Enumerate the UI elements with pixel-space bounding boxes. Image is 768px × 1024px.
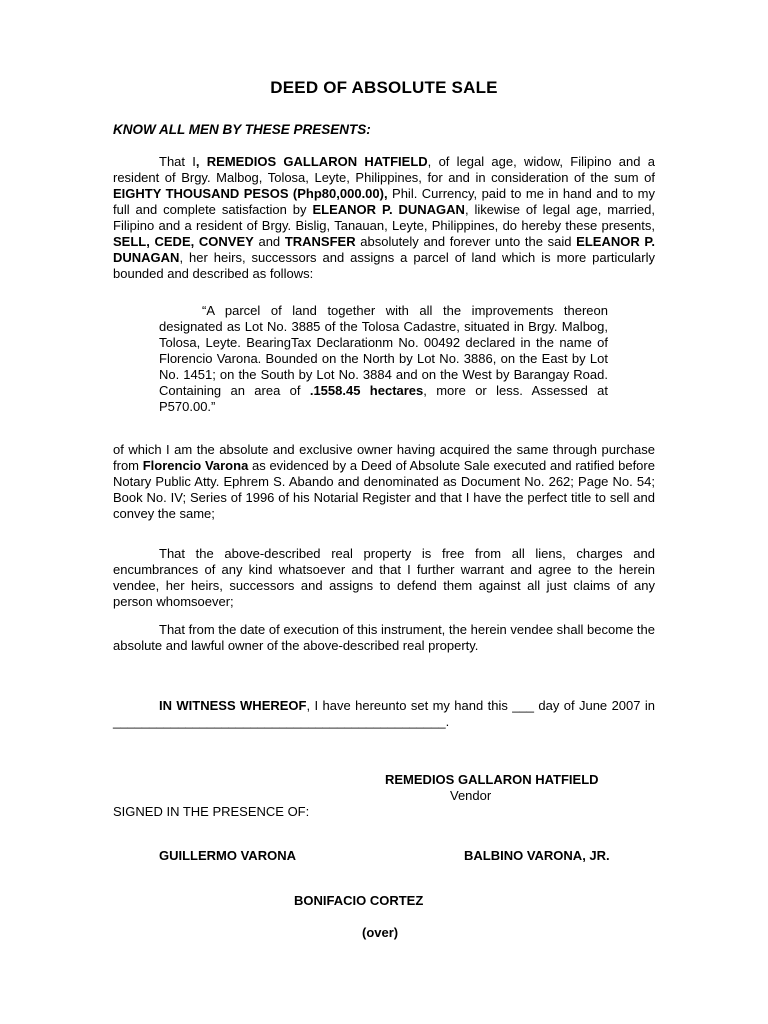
text: as evidenced by a Deed of Absolute Sale executed and ratified before Notary Public Atty. Ephrem S. Abando and denominated as Document No. 262; Page No. 54; Book No. IV; Series of 1996 of his Notarial Register and that I have the perfect title to sell and convey the same; — [113, 458, 655, 521]
text: Phil. Currency, paid to me in hand and to my full and complete satisfaction by — [113, 186, 655, 217]
paragraph-witness — [113, 698, 655, 730]
witness-2-name: BALBINO VARONA, JR. — [464, 848, 610, 863]
intro-heading: KNOW ALL MEN BY THESE PRESENTS: — [113, 122, 371, 137]
paragraph-ownership-transfer: That from the date of execution of this instrument, the herein vendee shall become the absolute and lawful owner of the above-described real property. — [113, 622, 655, 653]
paragraph-warranty: That the above-described real property is free from all liens, charges and encumbrances of any kind whatsoever and that I further warrant and agree to the herein vendee, her heirs, successors and assigns to defend them against all just claims of any person whomsoever; — [113, 546, 655, 609]
vendee-name: ELEANOR P. DUNAGAN — [312, 202, 465, 217]
text: of which I am the absolute and exclusive owner having acquired the same through purchase from — [113, 442, 655, 473]
sell-cede-convey: SELL, CEDE, CONVEY — [113, 234, 254, 249]
transfer-word: TRANSFER — [284, 234, 356, 249]
over-label: (over) — [362, 925, 399, 940]
document-title: DEED OF ABSOLUTE SALE — [270, 78, 498, 97]
text: , of legal age, widow, Filipino and a resident of Brgy. Malbog, Tolosa, Leyte, Philippines, for and in consideration of the sum of — [113, 154, 655, 185]
property-area: .1558.45 hectares — [309, 383, 424, 398]
witness-heading: IN WITNESS WHEREOF — [159, 698, 307, 713]
text: That I — [159, 154, 196, 169]
paragraph-ownership — [113, 442, 655, 522]
signed-presence-label: SIGNED IN THE PRESENCE OF: — [113, 804, 310, 819]
vendee-name-2: ELEANOR P. DUNAGAN — [113, 234, 655, 265]
vendor-signature-name: REMEDIOS GALLARON HATFIELD — [385, 772, 599, 787]
paragraph-sale-terms — [113, 154, 655, 282]
text: and — [253, 234, 285, 249]
vendor-name: , REMEDIOS GALLARON HATFIELD — [195, 154, 428, 169]
vendor-label: Vendor — [450, 788, 492, 803]
text: absolutely and forever unto the said — [355, 234, 577, 249]
previous-owner: Florencio Varona — [142, 458, 249, 473]
text: , more or less. Assessed at P570.00.” — [159, 383, 608, 414]
text: , I have hereunto set my hand this ___ day of June 2007 in ______________________________________________. — [113, 698, 656, 729]
property-description — [159, 303, 608, 415]
text: “A parcel of land together with all the improvements thereon designated as Lot No. 3885 of the Tolosa Cadastre, situated in Brgy. Malbog, Tolosa, Leyte. BearingTax Declarationm No. 00492 declared in the name of Florencio Varona. Bounded on the North by Lot No. 3886, on the East by Lot No. 1451; on the South by Lot No. 3884 and on the West by Barangay Road. Containing an area of — [159, 303, 608, 398]
text: , her heirs, successors and assigns a parcel of land which is more particularly bounded and described as follows: — [113, 250, 655, 281]
text: , likewise of legal age, married, Filipino and a resident of Brgy. Bislig, Tanauan, Leyte, Philippines, do hereby these presents, — [113, 202, 655, 233]
witness-3-name: BONIFACIO CORTEZ — [294, 893, 424, 908]
witness-1-name: GUILLERMO VARONA — [159, 848, 296, 863]
sale-amount: EIGHTY THOUSAND PESOS (Php80,000.00), — [113, 186, 388, 201]
